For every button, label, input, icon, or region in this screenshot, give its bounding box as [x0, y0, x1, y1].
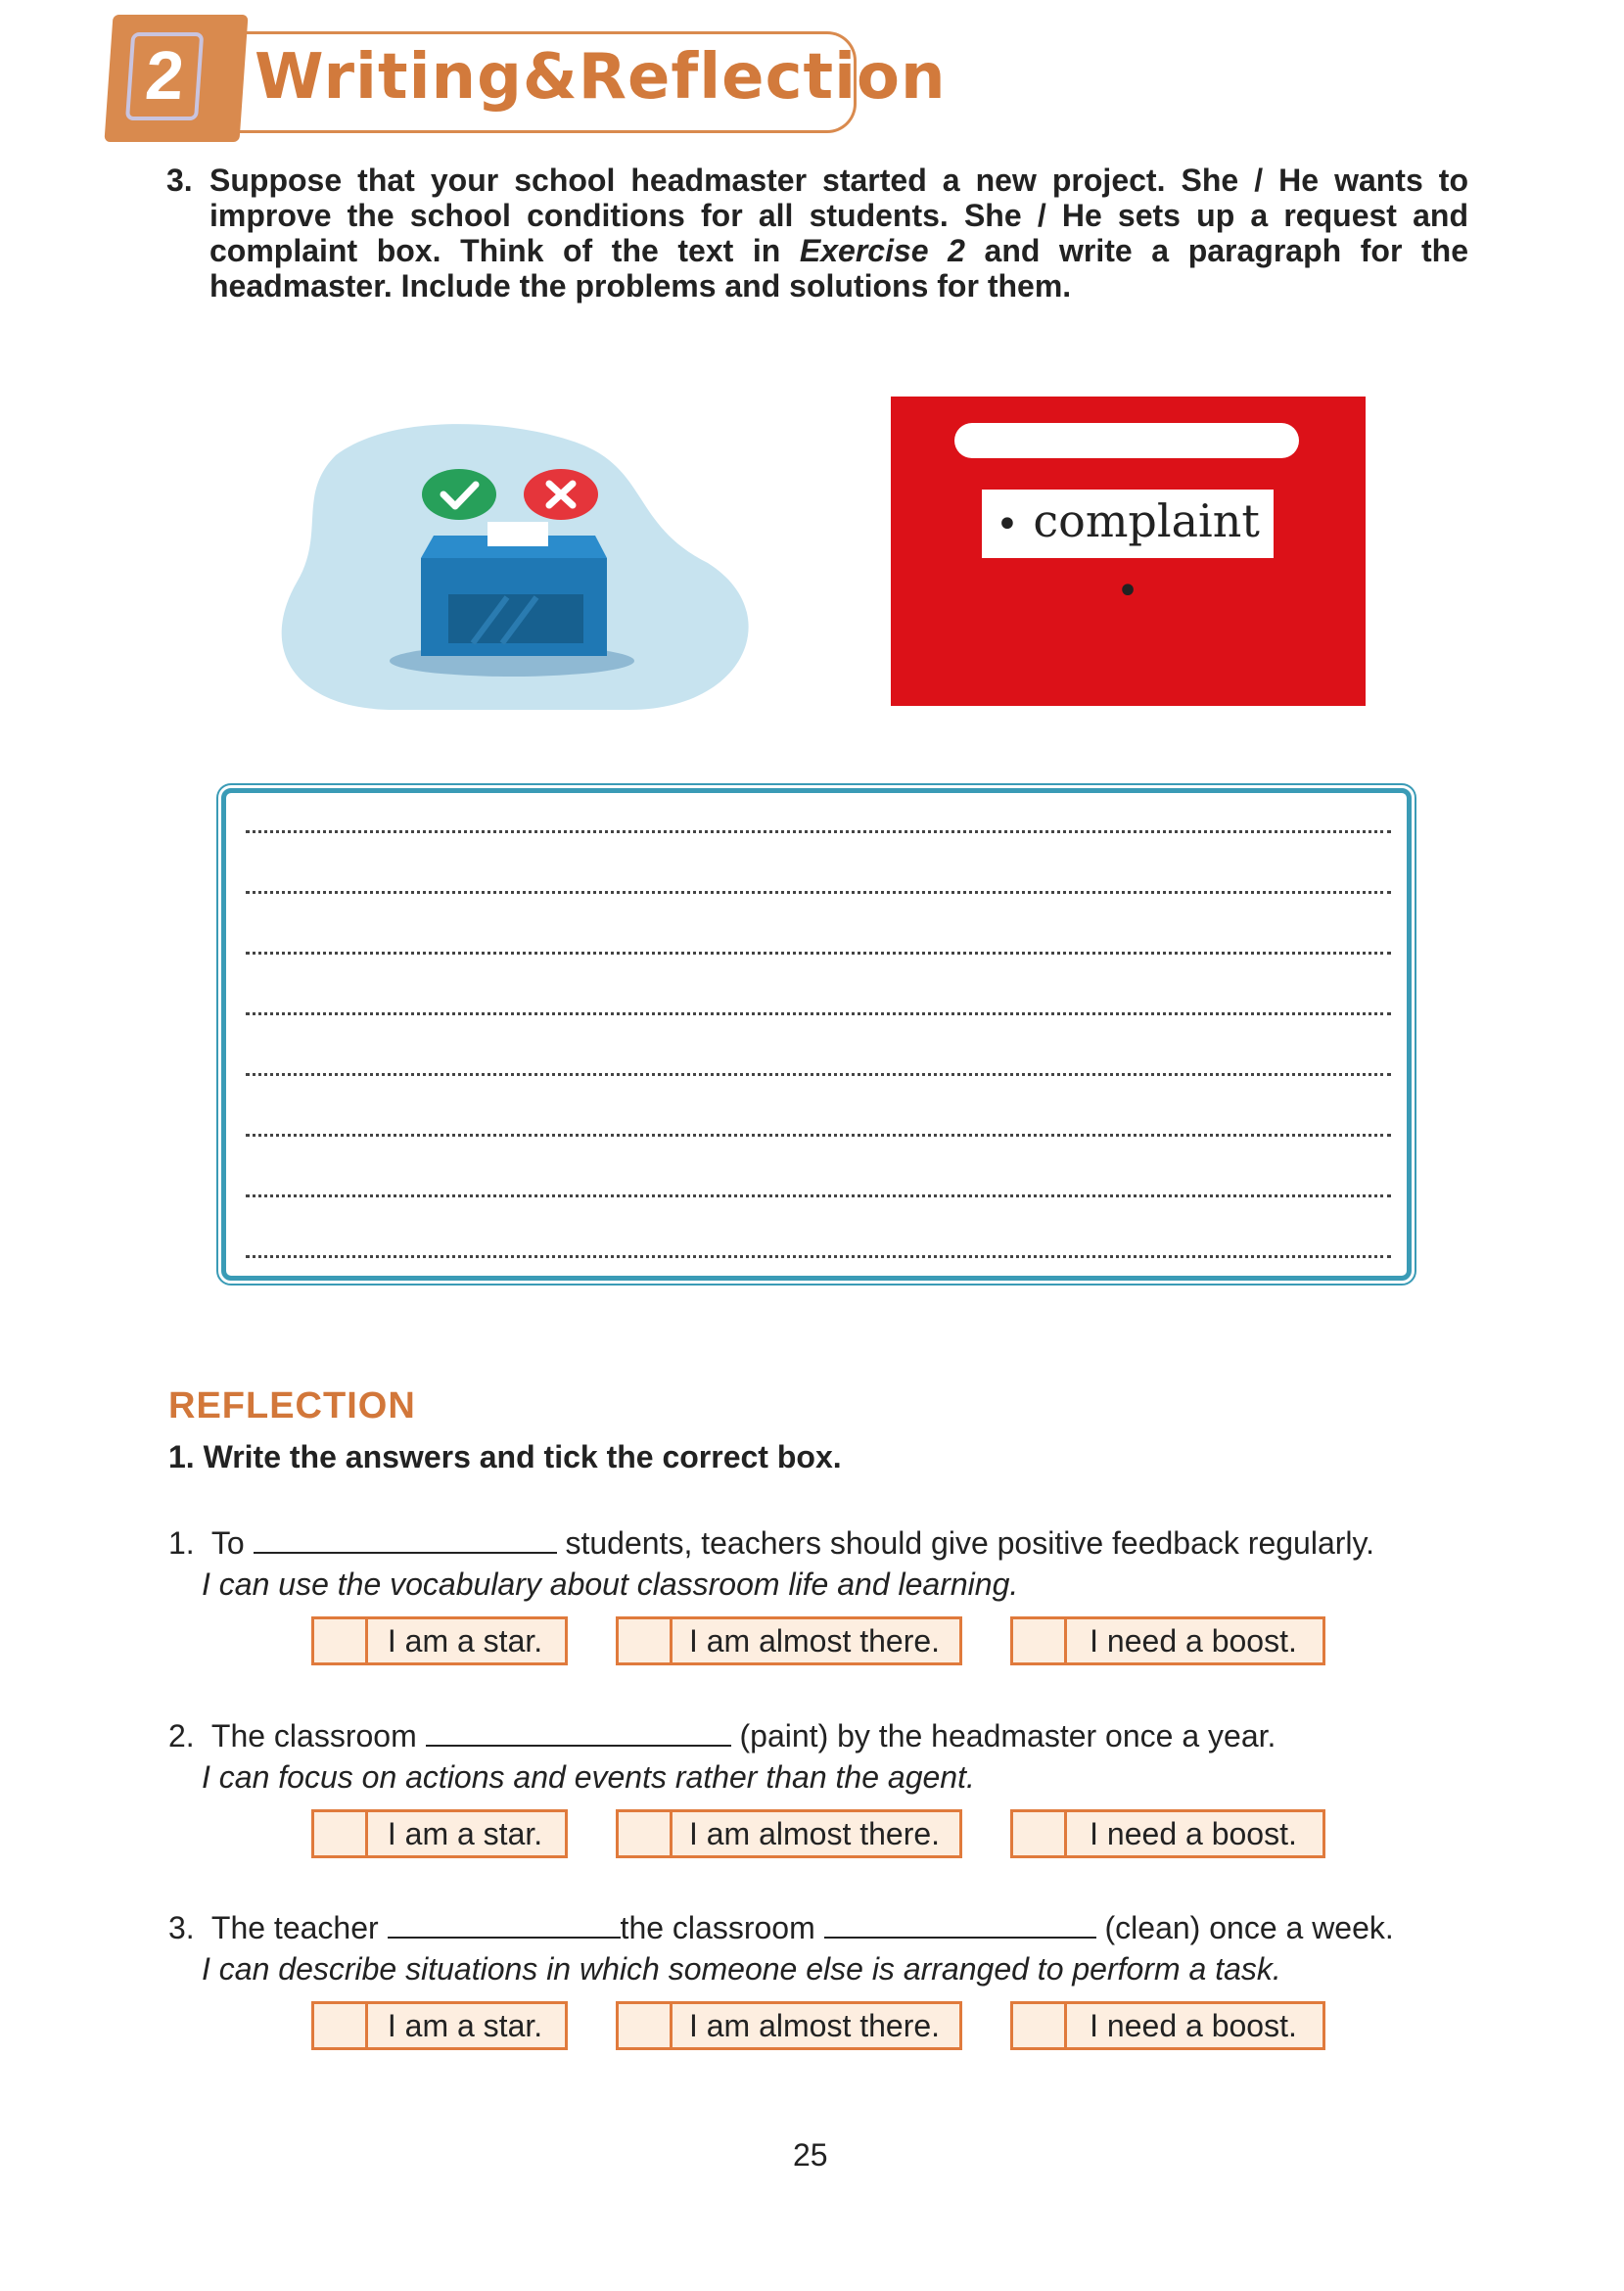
- item-text: The teacher: [210, 1910, 379, 1945]
- answer-blank[interactable]: [426, 1715, 731, 1747]
- item-number: 1.: [168, 1525, 195, 1561]
- page-title: Writing&Reflection: [255, 41, 947, 114]
- item-text: (clean) once a week.: [1104, 1910, 1394, 1945]
- reflection-instruction: 1. Write the answers and tick the correct box.: [168, 1439, 842, 1474]
- tick-box[interactable]: [619, 2004, 673, 2047]
- writing-line[interactable]: [246, 830, 1391, 833]
- answer-blank[interactable]: [824, 1907, 1096, 1939]
- complaint-box-illustration: [891, 397, 1366, 706]
- option-label: I am a star.: [387, 2008, 543, 2043]
- reflection-heading: REFLECTION: [168, 1385, 416, 1426]
- option-almost-there[interactable]: [616, 1616, 962, 1665]
- option-label: I am almost there.: [688, 1816, 941, 1851]
- writing-line[interactable]: [246, 952, 1391, 955]
- task-text: [209, 163, 1468, 304]
- writing-line[interactable]: [246, 1255, 1391, 1258]
- can-do-statement-1: I can use the vocabulary about classroom life and learning.: [202, 1566, 1019, 1602]
- option-star[interactable]: [311, 1616, 568, 1665]
- writing-line[interactable]: [246, 1134, 1391, 1137]
- unit-number: 2: [125, 32, 204, 120]
- writing-area[interactable]: [221, 788, 1412, 1281]
- check-icon: [422, 469, 496, 520]
- unit-number-badge: [104, 15, 248, 142]
- item-text: students, teachers should give positive feedback regularly.: [565, 1525, 1375, 1561]
- item-text: (paint) by the headmaster once a year.: [739, 1718, 1276, 1753]
- complaint-box-slot: [954, 423, 1299, 458]
- reflection-item-2: [168, 1715, 1276, 1754]
- tick-box[interactable]: [1013, 1619, 1067, 1662]
- answer-blank[interactable]: [388, 1907, 621, 1939]
- cross-icon: [524, 469, 598, 520]
- item-text: The classroom: [210, 1718, 417, 1753]
- complaint-label: • complaint •: [982, 490, 1274, 558]
- task-text-part-2: and write a paragraph for the headmaster. Include the problems and solutions for them.: [209, 233, 1469, 304]
- can-do-statement-2: I can focus on actions and events rather than the agent.: [202, 1759, 975, 1795]
- option-boost[interactable]: [1010, 1616, 1325, 1665]
- tick-box[interactable]: [619, 1812, 673, 1855]
- option-label: I am almost there.: [688, 2008, 941, 2043]
- option-label: I need a boost.: [1090, 2008, 1297, 2043]
- answer-blank[interactable]: [254, 1522, 557, 1554]
- option-almost-there[interactable]: [616, 1809, 962, 1858]
- writing-line[interactable]: [246, 1073, 1391, 1076]
- ballot-box-illustration: [277, 416, 766, 715]
- tick-box[interactable]: [314, 1619, 368, 1662]
- reflection-item-1: [168, 1522, 1374, 1562]
- task-number: 3.: [166, 163, 193, 198]
- option-star[interactable]: [311, 2001, 568, 2050]
- task-3-instructions: [166, 163, 1468, 304]
- tick-box[interactable]: [314, 1812, 368, 1855]
- option-label: I need a boost.: [1090, 1623, 1297, 1659]
- option-label: I need a boost.: [1090, 1816, 1297, 1851]
- item-number: 2.: [168, 1718, 195, 1753]
- can-do-statement-3: I can describe situations in which someone else is arranged to perform a task.: [202, 1951, 1281, 1987]
- tick-box[interactable]: [314, 2004, 368, 2047]
- option-label: I am almost there.: [688, 1623, 941, 1659]
- writing-line[interactable]: [246, 891, 1391, 894]
- option-boost[interactable]: [1010, 1809, 1325, 1858]
- reflection-item-3: [168, 1907, 1394, 1946]
- task-text-emphasis: Exercise 2: [799, 233, 965, 268]
- complaint-label-text: complaint: [1033, 494, 1260, 547]
- task-text-part-1: Suppose that your school headmaster started a new project. She / He wants to improve the school conditions for all students. She / He sets up a request and complaint box. Think of the text in: [209, 163, 1468, 268]
- option-label: I am a star.: [387, 1816, 543, 1851]
- page-number: 25: [793, 2137, 828, 2173]
- writing-line[interactable]: [246, 1194, 1391, 1197]
- item-text: To: [210, 1525, 245, 1561]
- writing-line[interactable]: [246, 1012, 1391, 1015]
- option-boost[interactable]: [1010, 2001, 1325, 2050]
- option-star[interactable]: [311, 1809, 568, 1858]
- tick-box[interactable]: [1013, 2004, 1067, 2047]
- tick-box[interactable]: [619, 1619, 673, 1662]
- tick-box[interactable]: [1013, 1812, 1067, 1855]
- item-number: 3.: [168, 1910, 195, 1945]
- option-almost-there[interactable]: [616, 2001, 962, 2050]
- item-text: the classroom: [620, 1910, 815, 1945]
- option-label: I am a star.: [387, 1623, 543, 1659]
